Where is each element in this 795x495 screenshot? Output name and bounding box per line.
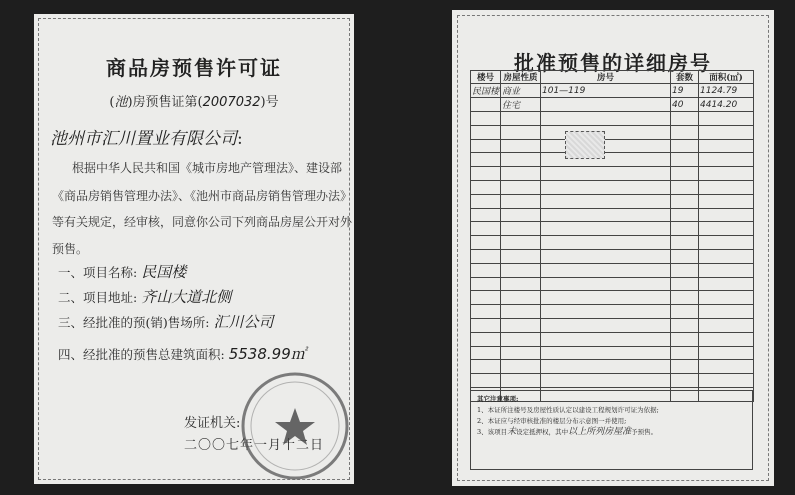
note-handwriting: 以上所列房屋准 [568,427,632,437]
col-header-property-type: 房屋性质 [501,71,541,84]
table-cell [541,374,671,388]
table-cell [699,277,754,291]
table-cell [471,98,501,112]
table-cell [699,291,754,305]
table-cell [699,249,754,263]
table-cell [671,249,699,263]
table-cell [501,194,541,208]
table-cell [471,346,501,360]
table-cell [471,208,501,222]
table-row [471,180,754,194]
table-row [471,139,754,153]
table-cell [501,374,541,388]
room-list-right-page [452,10,774,486]
company-colon: : [237,129,243,149]
table-row [471,277,754,291]
project-address-value: 齐山大道北侧 [141,288,232,306]
table-row [471,236,754,250]
col-header-units: 套数 [671,71,699,84]
sales-venue-row [58,311,273,332]
table-cell [671,374,699,388]
sales-venue-value: 汇川公司 [213,313,274,331]
col-header-area: 面积(㎡) [699,71,754,84]
table-cell [471,194,501,208]
table-cell [541,167,671,181]
table-cell [541,249,671,263]
table-cell [671,263,699,277]
table-cell [541,194,671,208]
table-row [471,84,754,98]
table-cell [699,208,754,222]
table-cell [501,125,541,139]
stamp-mark-icon [565,131,605,159]
table-cell [699,153,754,167]
note-text: 予预售。 [631,428,658,436]
table-row [471,318,754,332]
table-cell [671,318,699,332]
table-cell: 商业 [501,84,541,98]
table-cell [699,346,754,360]
note-text: 3、该项目 [477,428,508,436]
table-cell [501,249,541,263]
table-cell [471,139,501,153]
permit-left-page [34,14,354,484]
table-cell: 1124.79 [699,84,754,98]
table-cell [699,194,754,208]
project-name-row [58,261,186,282]
project-address-label: 二、项目地址: [58,290,138,305]
table-cell [671,167,699,181]
table-cell [671,153,699,167]
total-area-row [58,343,306,364]
note-line [477,427,746,438]
table-row [471,125,754,139]
table-cell [501,291,541,305]
table-cell [699,139,754,153]
table-cell [671,346,699,360]
note-line: 1、本证所注楼号及房屋性质认定以建设工程规划许可证为依据; [477,406,659,414]
table-cell [501,167,541,181]
table-cell [541,277,671,291]
table-cell [501,318,541,332]
issue-date: 二〇〇七年一月十二日 [184,438,325,453]
table-row [471,167,754,181]
permit-title: 商品房预售许可证 [106,56,282,80]
table-cell [471,249,501,263]
table-cell [471,277,501,291]
table-row [471,263,754,277]
table-cell [699,236,754,250]
table-cell [501,222,541,236]
table-cell: 民国楼 [471,84,501,98]
notes-heading: 其它注意事项: [477,395,519,403]
issuing-authority-label: 发证机关: [184,416,241,431]
table-cell [699,167,754,181]
table-cell [501,139,541,153]
table-row [471,98,754,112]
table-cell [671,305,699,319]
table-cell [541,208,671,222]
table-cell [501,153,541,167]
note-line: 2、本证应与经审核批准的楼层分布示意图一并使用; [477,417,627,425]
cert-no-mid: )房预售证第( [127,95,203,110]
table-cell [671,194,699,208]
table-cell [541,305,671,319]
table-cell [541,360,671,374]
body-text-line: 《商品房销售管理办法》、《池州市商品房销售管理办法》 [52,189,353,203]
table-cell [541,318,671,332]
table-cell [671,222,699,236]
col-header-room-no: 房号 [541,71,671,84]
table-cell [671,332,699,346]
sales-venue-label: 三、经批准的预(销)售场所: [58,315,210,330]
table-row [471,208,754,222]
table-cell: 4414.20 [699,98,754,112]
table-cell [471,167,501,181]
table-cell [671,112,699,126]
table-cell [699,125,754,139]
table-cell [699,360,754,374]
table-row [471,360,754,374]
table-cell [699,318,754,332]
table-cell [541,125,671,139]
cert-no-prefix: ( [109,95,115,110]
table-cell [541,222,671,236]
table-row [471,249,754,263]
table-row [471,194,754,208]
body-text-line: 根据中华人民共和国《城市房地产管理法》、建设部 [72,161,343,175]
table-cell [671,208,699,222]
table-cell [541,346,671,360]
table-cell [471,222,501,236]
table-cell [541,332,671,346]
table-row [471,305,754,319]
table-cell [541,180,671,194]
table-cell [501,236,541,250]
table-cell: 19 [671,84,699,98]
cert-no-city: 池 [114,95,128,110]
table-cell [501,208,541,222]
notes-box [470,390,753,470]
table-cell [541,291,671,305]
table-row [471,153,754,167]
table-cell [671,125,699,139]
table-cell [699,263,754,277]
table-cell [501,332,541,346]
room-list-title: 批准预售的详细房号 [514,51,712,75]
table-cell [699,112,754,126]
table-cell [471,360,501,374]
table-cell [471,125,501,139]
table-cell [671,236,699,250]
table-cell [541,263,671,277]
table-cell [471,263,501,277]
table-cell [671,277,699,291]
table-cell [471,236,501,250]
table-cell [471,112,501,126]
cert-no-suffix: )号 [260,95,279,110]
project-name-value: 民国楼 [141,263,187,281]
company-name [50,124,243,149]
total-area-label: 四、经批准的预售总建筑面积: [58,347,225,362]
col-header-building: 楼号 [471,71,501,84]
table-cell [501,346,541,360]
table-cell [501,305,541,319]
table-cell [671,360,699,374]
table-cell: 40 [671,98,699,112]
table-row [471,346,754,360]
table-cell [671,180,699,194]
table-cell [471,318,501,332]
table-cell: 住宅 [501,98,541,112]
binder-gap [354,0,452,495]
table-cell [471,180,501,194]
body-text-line: 等有关规定，经审核，同意你公司下列商品房屋公开对外 [52,215,353,229]
table-cell [541,236,671,250]
table-cell [671,291,699,305]
table-cell [699,180,754,194]
project-address-row [58,286,231,307]
table-cell [541,139,671,153]
cert-no-number: 2007032 [202,95,261,110]
table-cell [699,374,754,388]
table-cell [471,153,501,167]
table-row [471,112,754,126]
company-name-text: 池州市汇川置业有限公司 [50,129,237,149]
table-row [471,291,754,305]
certificate-number [34,91,354,110]
table-cell [501,263,541,277]
table-cell [699,305,754,319]
table-cell [501,360,541,374]
table-cell [471,374,501,388]
table-cell [471,305,501,319]
official-seal-icon [239,370,351,482]
table-row [471,222,754,236]
table-header-row [471,71,754,84]
body-text-line: 预售。 [52,242,89,256]
table-cell [471,291,501,305]
table-cell [699,222,754,236]
room-number-table [470,70,754,402]
note-handwriting: 未 [507,427,517,437]
note-text: 设定抵押权，其中 [516,428,569,436]
table-cell [671,139,699,153]
table-row [471,374,754,388]
table-cell [471,332,501,346]
table-cell [501,277,541,291]
total-area-value: 5538.99㎡ [228,345,306,363]
project-name-label: 一、项目名称: [58,265,138,280]
table-cell [699,332,754,346]
table-row [471,332,754,346]
table-cell [541,112,671,126]
table-cell [501,112,541,126]
table-cell [541,98,671,112]
table-cell [501,180,541,194]
table-cell: 101—119 [541,84,671,98]
table-cell [541,153,671,167]
